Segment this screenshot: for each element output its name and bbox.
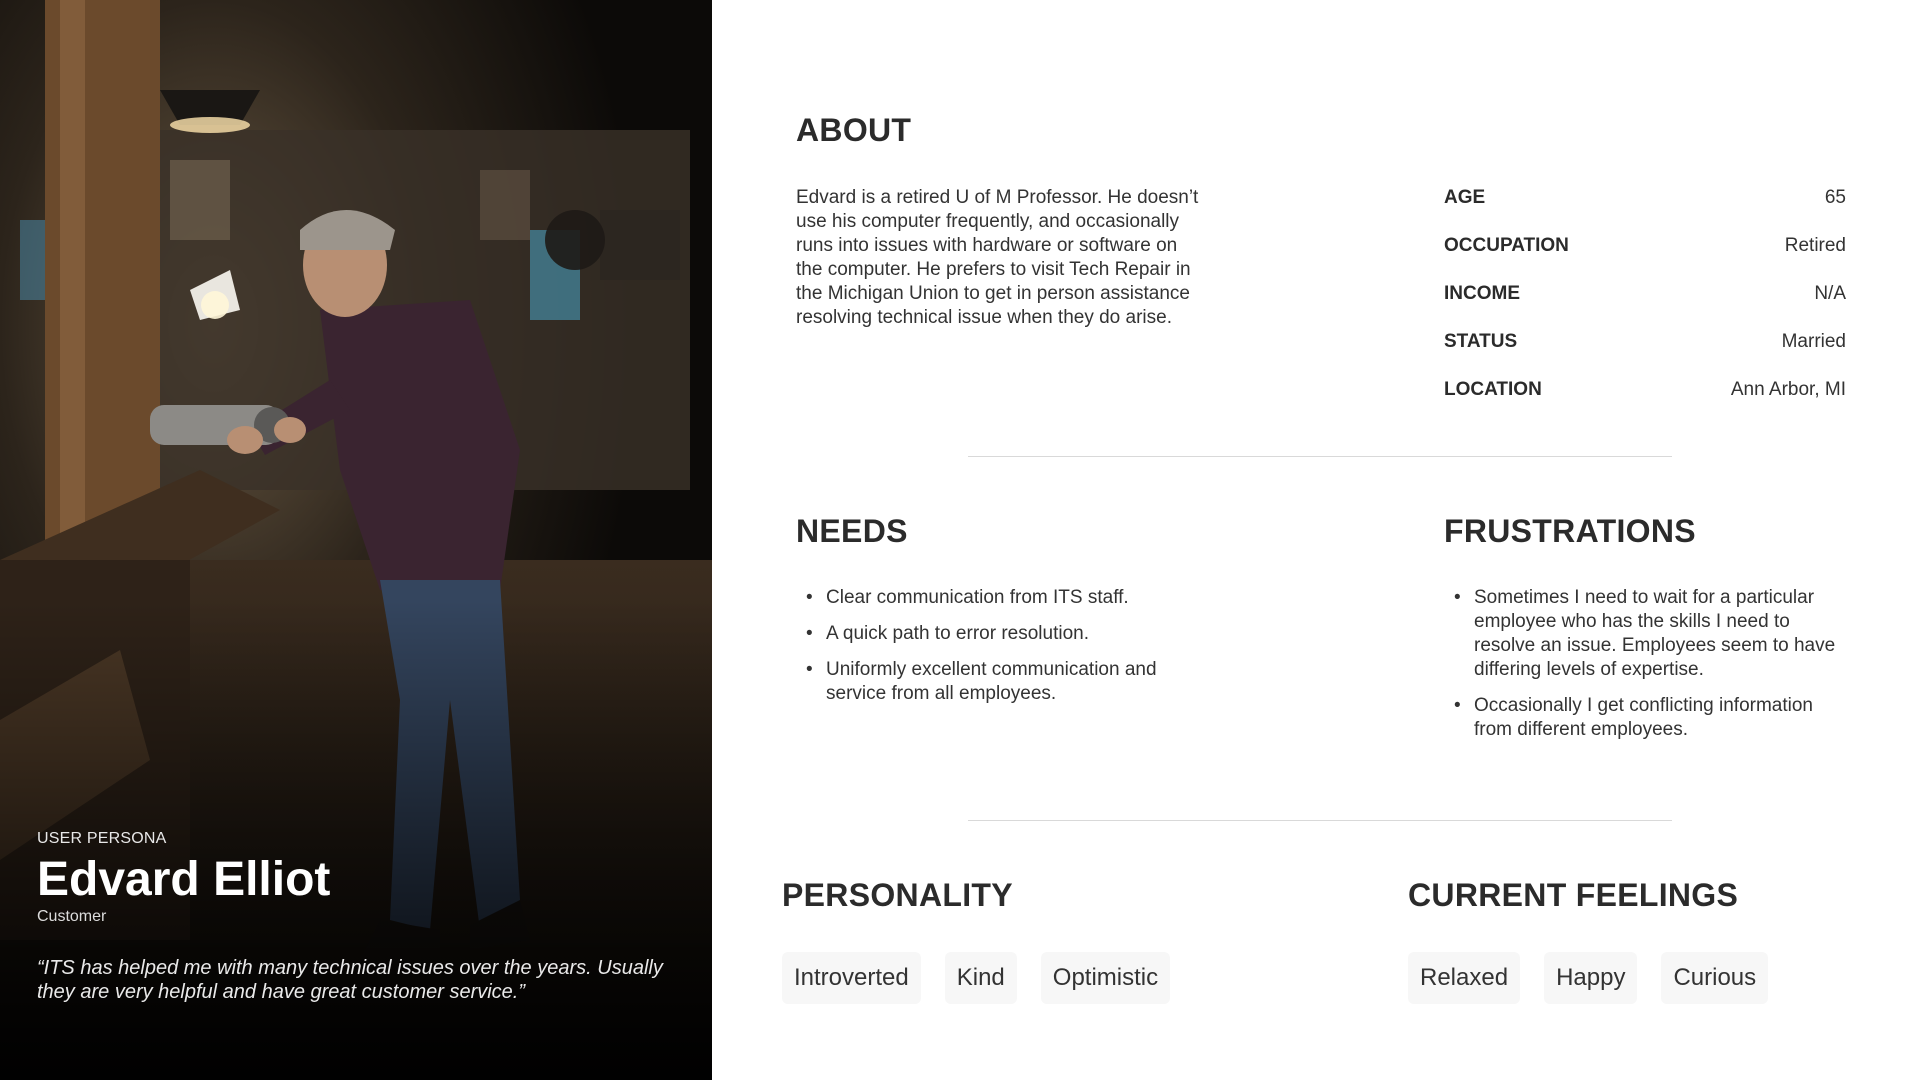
fact-row-status (1444, 330, 1846, 378)
fact-label: INCOME (1444, 283, 1520, 304)
fact-value: 65 (1824, 187, 1846, 208)
facts-list (1444, 186, 1846, 426)
persona-name: Edvard Elliot (37, 853, 331, 906)
frustrations-item: Occasionally I get conflicting information from different employees. (1474, 695, 1813, 740)
fact-value: Ann Arbor, MI (1730, 379, 1846, 400)
personality-tag: Optimistic (1041, 952, 1170, 1004)
list-item (796, 622, 1216, 646)
needs-item: A quick path to error resolution. (826, 623, 1089, 644)
needs-item: Uniformly excellent communication and service from all employees. (826, 659, 1157, 704)
persona-photo-panel (0, 0, 712, 1080)
feeling-tag: Curious (1661, 952, 1768, 1004)
fact-row-occupation (1444, 234, 1846, 282)
list-item (796, 586, 1216, 610)
personality-tag: Kind (945, 952, 1017, 1004)
fact-row-income (1444, 282, 1846, 330)
persona-hero (37, 830, 692, 1004)
fact-value: N/A (1814, 283, 1846, 304)
fact-value: Retired (1784, 235, 1846, 256)
feelings-tags (1408, 952, 1768, 1004)
list-item (1444, 586, 1856, 682)
list-item (1444, 694, 1856, 742)
bullet-icon: • (806, 623, 813, 644)
persona-quote: “ITS has helped me with many technical issues over the years. Usually they are very helpful and have great customer service.” (37, 957, 663, 1003)
fact-row-age (1444, 186, 1846, 234)
frustrations-title: FRUSTRATIONS (1444, 513, 1696, 549)
list-item (796, 658, 1216, 706)
feeling-tag: Relaxed (1408, 952, 1520, 1004)
about-title: ABOUT (796, 112, 912, 148)
about-text: Edvard is a retired U of M Professor. He doesn’t use his computer frequently, and occasionally runs into issues with hardware or software on the computer. He prefers to visit Tech Repair in the Michigan Union to get in person assistance resolving technical issue when they do arise. (796, 187, 1199, 328)
bullet-icon: • (1454, 587, 1461, 608)
needs-title: NEEDS (796, 513, 908, 549)
fact-value: Married (1781, 331, 1846, 352)
fact-label: OCCUPATION (1444, 235, 1569, 256)
bullet-icon: • (1454, 695, 1461, 716)
fact-label: AGE (1444, 187, 1486, 208)
personality-title: PERSONALITY (782, 877, 1013, 913)
frustrations-list (1444, 586, 1856, 754)
needs-item: Clear communication from ITS staff. (826, 587, 1129, 608)
personality-tag: Introverted (782, 952, 921, 1004)
fact-label: LOCATION (1444, 379, 1542, 400)
persona-kicker: USER PERSONA (37, 830, 167, 847)
fact-label: STATUS (1444, 331, 1518, 352)
persona-role: Customer (37, 908, 107, 925)
divider (968, 820, 1672, 821)
frustrations-item: Sometimes I need to wait for a particular employee who has the skills I need to resolve an issue. Employees seem to have differing levels of expertise. (1474, 587, 1836, 680)
needs-list (796, 586, 1216, 718)
divider (968, 456, 1672, 457)
bullet-icon: • (806, 587, 813, 608)
feelings-title: CURRENT FEELINGS (1408, 877, 1739, 913)
fact-row-location (1444, 378, 1846, 426)
persona-details (712, 0, 1920, 1080)
bullet-icon: • (806, 659, 813, 680)
feeling-tag: Happy (1544, 952, 1637, 1004)
personality-tags (782, 952, 1170, 1004)
